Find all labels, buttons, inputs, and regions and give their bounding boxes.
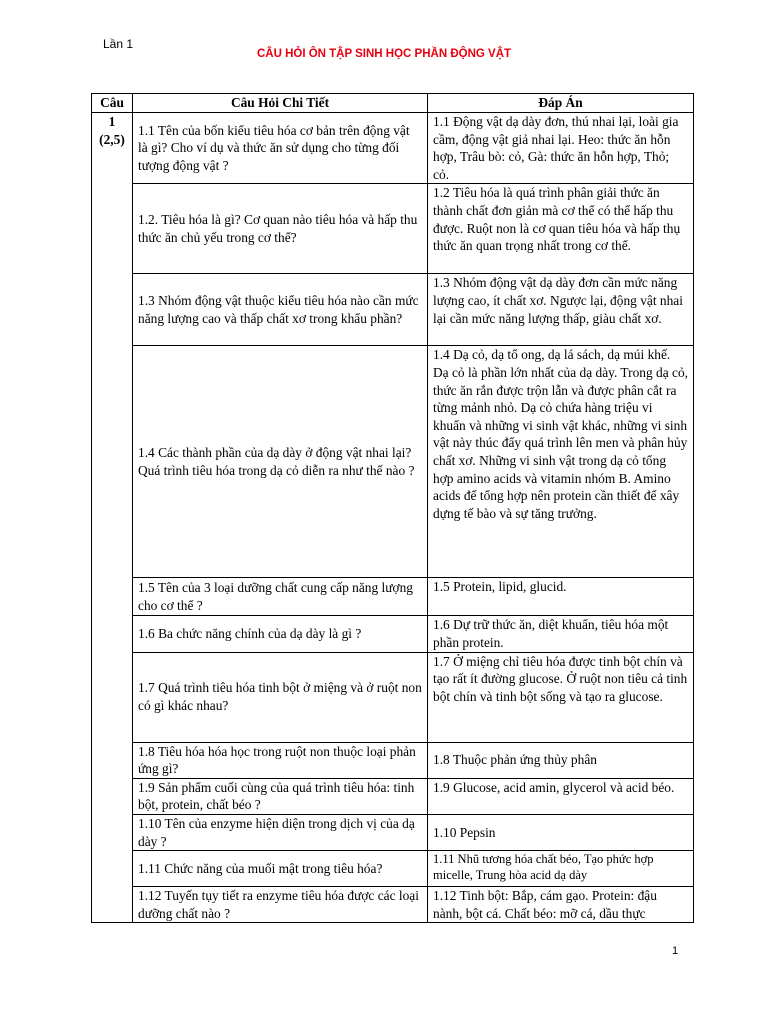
question-cell: 1.9 Sản phẩm cuối cùng của quá trình tiêu hóa: tinh bột, protein, chất béo ?	[133, 778, 428, 814]
answer-cell: 1.2 Tiêu hóa là quá trình phân giải thức ăn thành chất đơn giản mà cơ thể có thể hấp thu được. Ruột non là cơ quan tiêu hóa và hấp thụ thức ăn quan trọng nhất trong cơ thể.	[428, 184, 694, 274]
page-number: 1	[672, 945, 679, 957]
answer-cell: 1.12 Tinh bột: Bắp, cám gạo. Protein: đậu nành, bột cá. Chất béo: mỡ cá, dầu thực	[428, 887, 694, 923]
answer-cell: 1.6 Dự trữ thức ăn, diệt khuẩn, tiêu hóa một phần protein.	[428, 616, 694, 652]
table-row	[92, 652, 694, 742]
table-header-row	[92, 94, 694, 113]
column-header-question: Câu Hỏi Chi Tiết	[133, 94, 428, 113]
group-points: (2,5)	[99, 131, 125, 147]
table-row	[92, 578, 694, 616]
table-row	[92, 274, 694, 346]
question-cell: 1.7 Quá trình tiêu hóa tinh bột ở miệng và ở ruột non có gì khác nhau?	[133, 652, 428, 742]
table-row	[92, 851, 694, 887]
qa-table	[91, 93, 694, 923]
answer-cell: 1.5 Protein, lipid, glucid.	[428, 578, 694, 616]
table-row	[92, 887, 694, 923]
question-cell: 1.1 Tên của bốn kiểu tiêu hóa cơ bản trên động vật là gì? Cho ví dụ và thức ăn sử dụng cho từng đối tượng động vật ?	[133, 113, 428, 184]
column-header-answer: Đáp Án	[428, 94, 694, 113]
question-cell: 1.11 Chức năng của muối mật trong tiêu hóa?	[133, 851, 428, 887]
question-cell: 1.10 Tên của enzyme hiện diện trong dịch vị của dạ dày ?	[133, 814, 428, 850]
question-cell: 1.6 Ba chức năng chính của dạ dày là gì ?	[133, 616, 428, 652]
table-row	[92, 113, 694, 184]
answer-cell: 1.1 Động vật dạ dày đơn, thú nhai lại, loài gia cầm, động vật giả nhai lại. Heo: thức ăn hỗn hợp, Trâu bò: cỏ, Gà: thức ăn hỗn hợp, Thỏ; cỏ.	[428, 113, 694, 184]
question-cell: 1.8 Tiêu hóa hóa học trong ruột non thuộc loại phản ứng gì?	[133, 742, 428, 778]
table-row	[92, 184, 694, 274]
table-row	[92, 778, 694, 814]
answer-cell: 1.7 Ở miệng chỉ tiêu hóa được tinh bột chín và tạo rất ít đường glucose. Ở ruột non tiêu cả tinh bột chín và tinh bột sống và tạo ra glucose.	[428, 652, 694, 742]
answer-cell: 1.3 Nhóm động vật dạ dày đơn cần mức năng lượng cao, ít chất xơ. Ngược lại, động vật nhai lại cần mức năng lượng thấp, giàu chất xơ.	[428, 274, 694, 346]
question-cell: 1.2. Tiêu hóa là gì? Cơ quan nào tiêu hóa và hấp thu thức ăn chủ yếu trong cơ thể?	[133, 184, 428, 274]
table-row	[92, 346, 694, 578]
table-row	[92, 742, 694, 778]
table-row	[92, 616, 694, 652]
question-cell: 1.5 Tên của 3 loại dưỡng chất cung cấp năng lượng cho cơ thể ?	[133, 578, 428, 616]
question-cell: 1.3 Nhóm động vật thuộc kiểu tiêu hóa nào cần mức năng lượng cao và thấp chất xơ trong khẩu phần?	[133, 274, 428, 346]
group-number: 1	[108, 114, 116, 129]
document-title: CÂU HỎI ÔN TẬP SINH HỌC PHẦN ĐỘNG VẬT	[256, 48, 512, 60]
answer-cell: 1.8 Thuộc phản ứng thủy phân	[428, 742, 694, 778]
answer-cell: 1.9 Glucose, acid amin, glycerol và acid béo.	[428, 778, 694, 814]
question-cell: 1.12 Tuyến tụy tiết ra enzyme tiêu hóa được các loại dưỡng chất nào ?	[133, 887, 428, 923]
page-label: Lần 1	[103, 37, 134, 51]
question-group-number	[92, 113, 133, 923]
table-row	[92, 814, 694, 850]
question-cell: 1.4 Các thành phần của dạ dày ở động vật nhai lại? Quá trình tiêu hóa trong dạ cỏ diễn ra như thế nào ?	[133, 346, 428, 578]
column-header-number: Câu	[92, 94, 133, 113]
answer-cell: 1.10 Pepsin	[428, 814, 694, 850]
answer-cell: 1.11 Nhũ tương hóa chất béo, Tạo phức hợp micelle, Trung hòa acid dạ dày	[428, 851, 694, 887]
answer-cell: 1.4 Dạ cỏ, dạ tổ ong, dạ lá sách, dạ múi khế. Dạ cỏ là phần lớn nhất của dạ dày. Trong dạ cỏ, thức ăn rắn được trộn lẫn và được phân cắt ra từng mảnh nhỏ. Dạ cỏ chứa hàng triệu vi khuẩn và những vi sinh vật khác, những vi sinh vật này thúc đẩy quá trình lên men và phân hủy chất xơ. Những vi sinh vật trong dạ cỏ tổng hợp amino acids và vitamin nhóm B. Amino acids để tổng hợp nên protein cần thiết để xây dựng tế bào và sự tăng trưởng.	[428, 346, 694, 578]
